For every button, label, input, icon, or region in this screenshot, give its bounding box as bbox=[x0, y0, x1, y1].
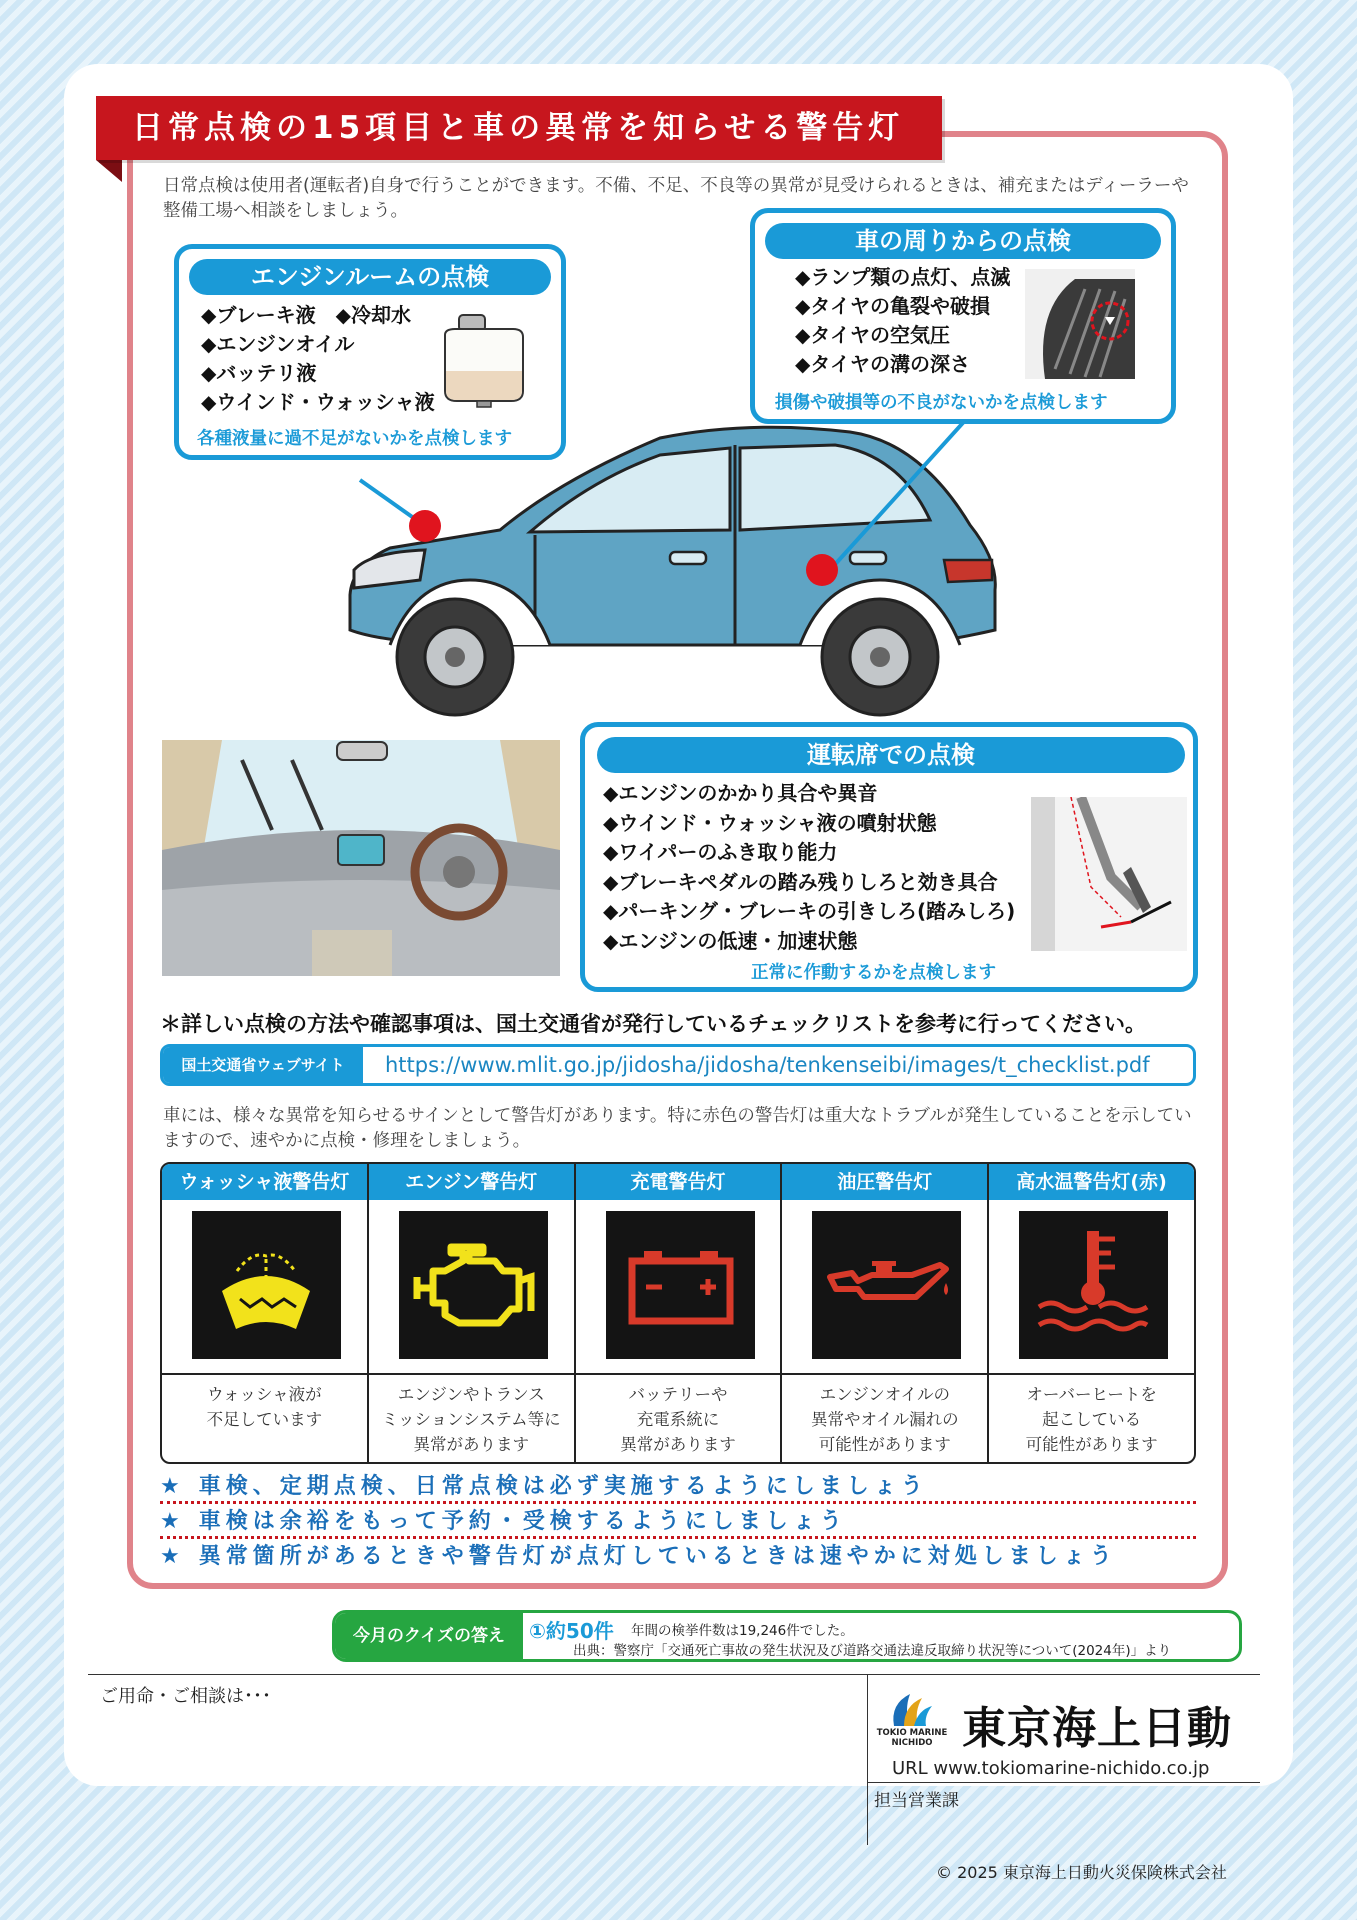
divider bbox=[782, 1373, 987, 1375]
intro-text: 日常点検は使用者(運転者)自身で行うことができます。不備、不足、不良等の異常が見受けられるときは、補充またはディーラーや整備工場へ相談をしましょう。 bbox=[163, 176, 1189, 221]
driver-seat-heading: 運転席での点検 bbox=[597, 737, 1185, 773]
logo-line: NICHIDO bbox=[891, 1738, 933, 1748]
desc-line: エンジンやトランス bbox=[397, 1385, 545, 1404]
divider bbox=[989, 1373, 1194, 1375]
desc-line: エンジンオイルの bbox=[819, 1385, 950, 1404]
quiz-answer-box bbox=[332, 1610, 1242, 1662]
warning-description bbox=[373, 1382, 570, 1457]
sales-department-label: 担当営業課 bbox=[874, 1791, 959, 1811]
warning-column-engine bbox=[369, 1164, 576, 1462]
rule-text: 車検、定期点検、日常点検は必ず実施するようにしましょう bbox=[198, 1474, 928, 1499]
list-item: ◆パーキング・ブレーキの引きしろ(踏みしろ) bbox=[603, 899, 1016, 923]
list-item: ◆エンジンのかかり具合や異音 bbox=[603, 781, 878, 805]
desc-line: バッテリーや bbox=[628, 1385, 728, 1404]
list-item: ◆エンジンオイル bbox=[201, 332, 355, 356]
logo-small-text bbox=[876, 1728, 948, 1748]
desc-line: 異常があります bbox=[413, 1435, 529, 1454]
engine-room-heading: エンジンルームの点検 bbox=[189, 259, 551, 295]
rule-line bbox=[160, 1540, 1196, 1574]
warning-column-temperature bbox=[989, 1164, 1194, 1462]
page-title: 日常点検の15項目と車の異常を知らせる警告灯 bbox=[96, 96, 942, 160]
mlit-checklist-link[interactable]: https://www.mlit.go.jp/jidosha/jidosha/tenkenseibi/images/t_checklist.pdf bbox=[385, 1053, 1150, 1077]
desc-line: オーバーヒートを bbox=[1026, 1385, 1157, 1404]
footer-divider bbox=[88, 1674, 1260, 1675]
rule-line bbox=[160, 1470, 1196, 1504]
coolant-tank-illustration bbox=[441, 313, 527, 409]
warning-lights-table bbox=[160, 1162, 1196, 1464]
warning-description bbox=[166, 1382, 363, 1432]
copyright: © 2025 東京海上日動火災保険株式会社 bbox=[936, 1863, 1227, 1882]
warning-column-oil bbox=[782, 1164, 989, 1462]
quiz-label: 今月のクイズの答え bbox=[335, 1613, 523, 1659]
around-car-list bbox=[795, 263, 1010, 379]
washer-icon bbox=[192, 1211, 341, 1359]
oil-can-icon bbox=[812, 1211, 961, 1359]
logo-line: TOKIO MARINE bbox=[876, 1728, 948, 1738]
quiz-answer: ①約50件 bbox=[529, 1619, 614, 1643]
desc-line: 異常があります bbox=[620, 1435, 736, 1454]
desc-line: 異常やオイル漏れの bbox=[810, 1410, 959, 1429]
thermometer-icon bbox=[1019, 1211, 1168, 1359]
thermometer-icon bbox=[1019, 1211, 1168, 1359]
warning-title: 高水温警告灯(赤) bbox=[989, 1164, 1194, 1200]
warning-intro-text: 車には、様々な異常を知らせるサインとして警告灯があります。特に赤色の警告灯は重大なトラブルが発生していることを示していますので、速やかに点検・修理をしましょう。 bbox=[163, 1106, 1192, 1151]
warning-title: 充電警告灯 bbox=[576, 1164, 781, 1200]
quiz-detail: 年間の検挙件数は19,246件でした。 bbox=[631, 1623, 854, 1639]
mlit-url-row[interactable] bbox=[160, 1044, 1196, 1086]
desc-line: 起こしている bbox=[1042, 1410, 1142, 1429]
star-icon: ★ bbox=[160, 1474, 185, 1499]
footer-vertical-divider bbox=[867, 1674, 868, 1845]
list-item: ◆ブレーキペダルの踏み残りしろと効き具合 bbox=[603, 869, 998, 894]
footer-divider bbox=[867, 1782, 1260, 1783]
list-item: ◆ワイパーのふき取り能力 bbox=[603, 840, 838, 864]
rule-text: 異常箇所があるときや警告灯が点灯しているときは速やかに対処しましょう bbox=[198, 1544, 1117, 1569]
battery-icon bbox=[606, 1211, 755, 1359]
warning-description bbox=[786, 1382, 983, 1457]
driver-seat-list bbox=[603, 779, 1015, 956]
oil-can-icon bbox=[812, 1211, 961, 1359]
warning-description bbox=[580, 1382, 777, 1457]
desc-line: ミッションシステム等に bbox=[381, 1410, 561, 1429]
dashboard-illustration bbox=[162, 740, 560, 976]
engine-room-box bbox=[174, 244, 566, 460]
checklist-notice: ＊詳しい点検の方法や確認事項は、国土交通省が発行しているチェックリストを参考に行ってください。 bbox=[160, 1012, 1146, 1036]
desc-line: 充電系統に bbox=[636, 1410, 720, 1429]
list-item: ◆タイヤの亀裂や破損 bbox=[795, 294, 990, 318]
list-item: ◆タイヤの空気圧 bbox=[795, 323, 950, 347]
brake-pedal-illustration bbox=[1031, 797, 1187, 951]
around-car-note: 損傷や破損等の不良がないかを点検します bbox=[775, 393, 1108, 413]
list-item: ◆ウインド・ウォッシャ液 bbox=[201, 390, 435, 414]
company-url[interactable]: URL www.tokiomarine-nichido.co.jp bbox=[892, 1758, 1210, 1779]
list-item: ◆ブレーキ液 ◆冷却水 bbox=[201, 303, 411, 327]
washer-icon bbox=[192, 1211, 341, 1359]
list-item: ◆タイヤの溝の深さ bbox=[795, 352, 970, 376]
list-item: ◆ウインド・ウォッシャ液の噴射状態 bbox=[603, 810, 937, 835]
driver-seat-note: 正常に作動するかを点検します bbox=[751, 963, 996, 983]
warning-description bbox=[993, 1382, 1190, 1457]
warning-title: ウォッシャ液警告灯 bbox=[162, 1164, 367, 1200]
desc-line: 可能性があります bbox=[818, 1435, 951, 1454]
title-fold bbox=[96, 160, 122, 182]
divider bbox=[369, 1373, 574, 1375]
engine-room-list bbox=[201, 301, 435, 417]
star-icon: ★ bbox=[160, 1509, 185, 1534]
quiz-source: 出典：警察庁「交通死亡事故の発生状況及び道路交通法違反取締り状況等について(2024年)」より bbox=[573, 1643, 1172, 1659]
warning-column-washer bbox=[162, 1164, 369, 1462]
around-car-heading: 車の周りからの点検 bbox=[765, 223, 1161, 259]
warning-column-battery bbox=[576, 1164, 783, 1462]
divider bbox=[162, 1373, 367, 1375]
contact-text: ご用命・ご相談は･･･ bbox=[100, 1686, 271, 1707]
desc-line: ウォッシャ液が bbox=[207, 1385, 322, 1404]
divider bbox=[576, 1373, 781, 1375]
engine-icon bbox=[399, 1211, 548, 1359]
engine-icon bbox=[399, 1211, 548, 1359]
desc-line: 不足しています bbox=[206, 1410, 323, 1429]
star-icon: ★ bbox=[160, 1544, 185, 1569]
desc-line: 可能性があります bbox=[1025, 1435, 1158, 1454]
rule-line bbox=[160, 1505, 1196, 1539]
warning-title: 油圧警告灯 bbox=[782, 1164, 987, 1200]
tire-tread-illustration bbox=[1025, 269, 1135, 379]
mlit-label: 国土交通省ウェブサイト bbox=[163, 1047, 363, 1083]
list-item: ◆ランプ類の点灯、点滅 bbox=[795, 265, 1011, 289]
driver-seat-box bbox=[580, 722, 1198, 992]
list-item: ◆バッテリ液 bbox=[201, 361, 317, 385]
car-illustration bbox=[330, 420, 1010, 720]
company-logo-text: 東京海上日動 bbox=[962, 1703, 1232, 1754]
list-item: ◆エンジンの低速・加速状態 bbox=[603, 928, 858, 953]
warning-title: エンジン警告灯 bbox=[369, 1164, 574, 1200]
battery-icon bbox=[606, 1211, 755, 1359]
engine-room-note: 各種液量に過不足がないかを点検します bbox=[197, 429, 512, 449]
around-car-box bbox=[750, 208, 1176, 424]
rule-text: 車検は余裕をもって予約・受検するようにしましょう bbox=[198, 1509, 847, 1534]
